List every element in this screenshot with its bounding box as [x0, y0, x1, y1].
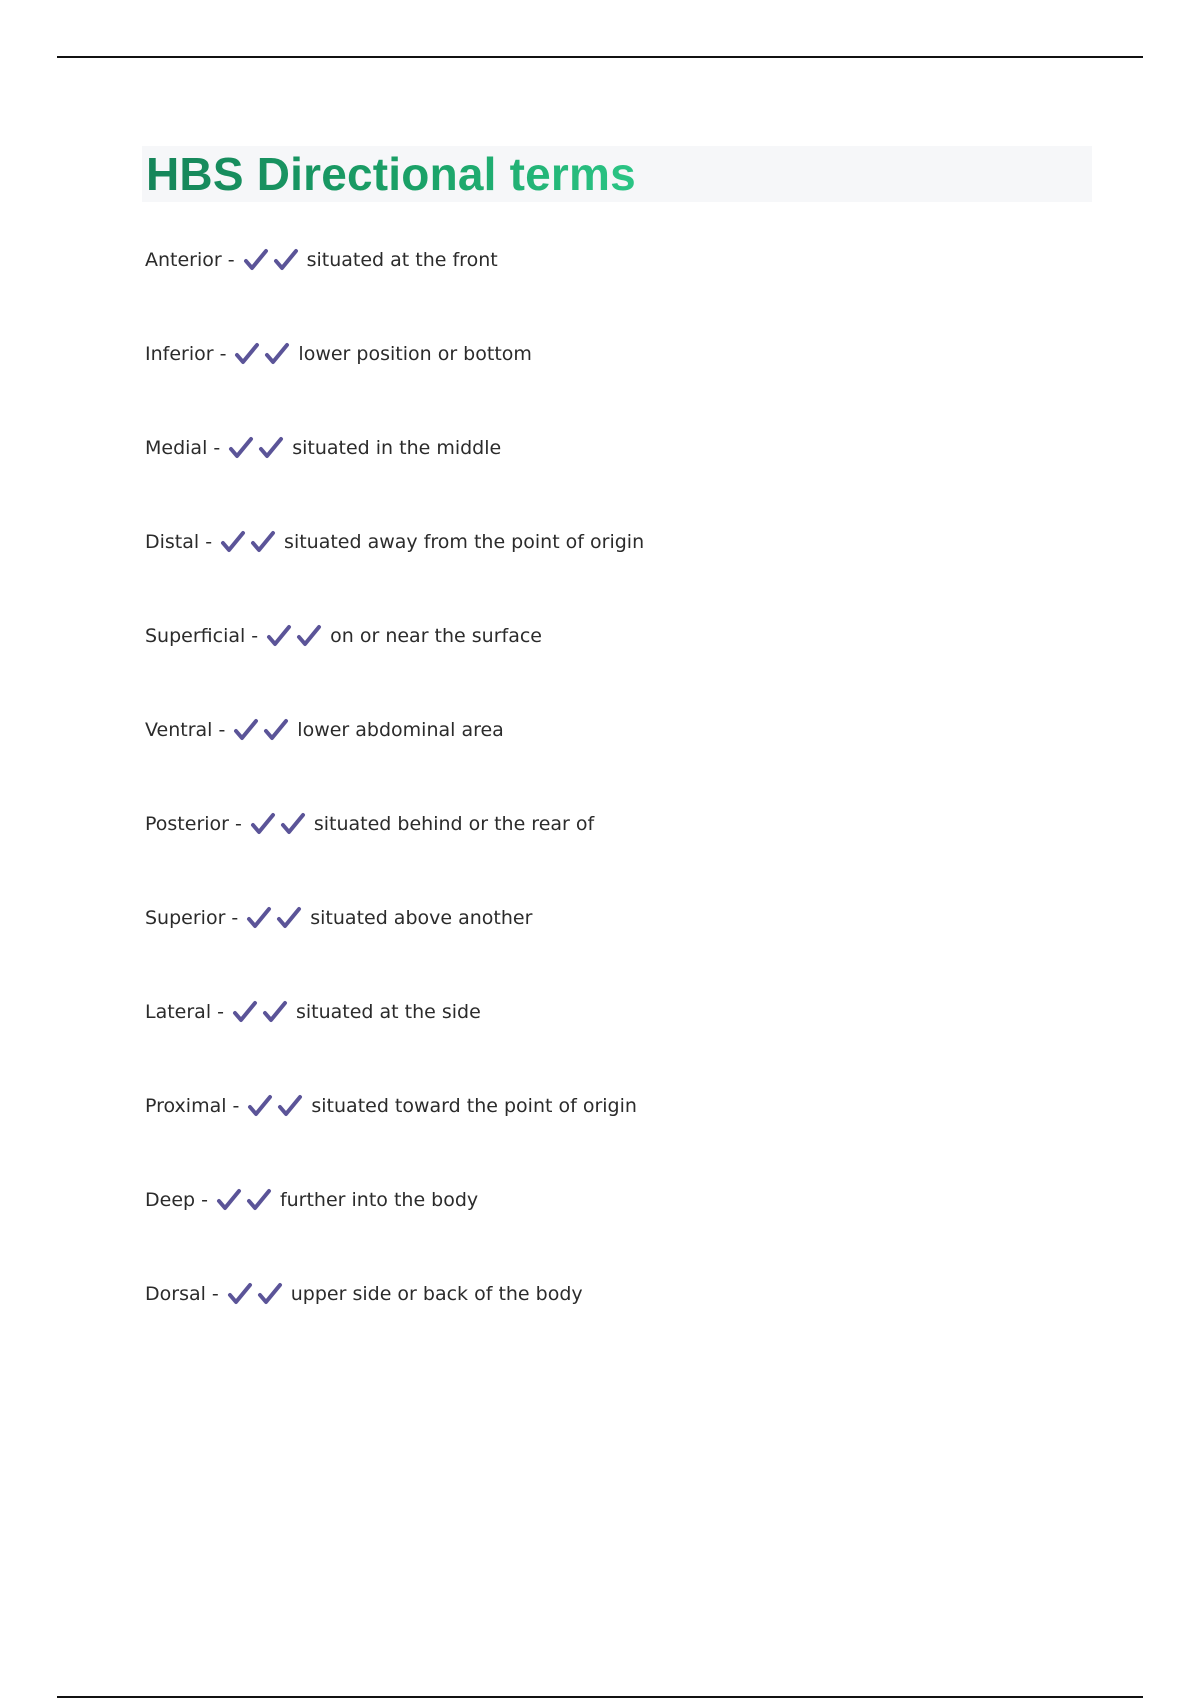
check-pair — [233, 713, 293, 747]
checkmark-icon — [232, 999, 258, 1025]
term-name: Medial — [145, 437, 208, 459]
checkmark-icon — [250, 811, 276, 837]
checkmark-icon — [277, 1093, 303, 1119]
checkmark-icon — [233, 717, 259, 743]
term-name: Inferior — [145, 343, 214, 365]
checkmark-icon — [263, 717, 289, 743]
term-separator: - — [213, 437, 221, 459]
term-row — [145, 243, 1045, 337]
checkmark-icon — [234, 341, 260, 367]
term-separator: - — [211, 1283, 219, 1305]
term-definition: situated at the front — [306, 249, 498, 271]
checkmark-icon — [216, 1187, 242, 1213]
checkmark-icon — [227, 1281, 253, 1307]
term-name: Lateral — [145, 1001, 212, 1023]
check-pair — [247, 1089, 307, 1123]
term-row — [145, 619, 1045, 713]
term-definition: situated behind or the rear of — [313, 813, 595, 835]
term-separator: - — [218, 719, 226, 741]
checkmark-icon — [246, 905, 272, 931]
term-separator: - — [232, 1095, 240, 1117]
term-definition: situated at the side — [295, 1001, 481, 1023]
checkmark-icon — [266, 623, 292, 649]
checkmark-icon — [228, 435, 254, 461]
term-name: Deep — [145, 1189, 196, 1211]
checkmark-icon — [243, 247, 269, 273]
checkmark-icon — [257, 1281, 283, 1307]
term-separator: - — [201, 1189, 208, 1211]
term-separator: - — [231, 907, 239, 929]
term-separator: - — [219, 343, 227, 365]
term-definition: situated in the middle — [292, 437, 502, 459]
checkmark-icon — [246, 1187, 272, 1213]
check-pair — [246, 901, 306, 935]
check-pair — [228, 431, 288, 465]
term-row — [145, 901, 1045, 995]
term-row — [145, 995, 1045, 1089]
term-separator: - — [227, 249, 235, 271]
term-name: Posterior — [145, 813, 229, 835]
term-definition: situated above another — [310, 907, 533, 929]
checkmark-icon — [276, 905, 302, 931]
term-separator: - — [205, 531, 213, 553]
checkmark-icon — [280, 811, 306, 837]
term-row — [145, 807, 1045, 901]
checkmark-icon — [264, 341, 290, 367]
check-pair — [220, 525, 280, 559]
term-separator: - — [217, 1001, 224, 1023]
check-pair — [234, 337, 294, 371]
term-name: Proximal — [145, 1095, 227, 1117]
check-pair — [243, 243, 303, 277]
term-name: Ventral — [145, 719, 213, 741]
checkmark-icon — [296, 623, 322, 649]
footer-rule — [57, 1696, 1143, 1698]
term-separator: - — [251, 625, 259, 647]
term-name: Dorsal — [145, 1283, 206, 1305]
checkmark-icon — [258, 435, 284, 461]
term-row — [145, 1089, 1045, 1183]
header-rule — [57, 56, 1143, 58]
check-pair — [232, 995, 292, 1029]
checkmark-icon — [250, 529, 276, 555]
term-definition: lower abdominal area — [297, 719, 504, 741]
term-definition: situated away from the point of origin — [284, 531, 645, 553]
checkmark-icon — [262, 999, 288, 1025]
term-row — [145, 337, 1045, 431]
term-definition: on or near the surface — [330, 625, 542, 647]
check-pair — [250, 807, 310, 841]
check-pair — [227, 1277, 287, 1311]
term-separator: - — [234, 813, 242, 835]
checkmark-icon — [273, 247, 299, 273]
term-definition: situated toward the point of origin — [311, 1095, 637, 1117]
term-name: Superior — [145, 907, 226, 929]
term-row — [145, 1277, 1045, 1371]
check-pair — [266, 619, 326, 653]
term-row — [145, 525, 1045, 619]
term-row — [145, 713, 1045, 807]
checkmark-icon — [247, 1093, 273, 1119]
check-pair — [216, 1183, 276, 1217]
page-title: HBS Directional terms — [146, 148, 636, 200]
term-name: Distal — [145, 531, 200, 553]
term-row — [145, 1183, 1045, 1277]
term-definition: further into the body — [279, 1189, 479, 1211]
term-row — [145, 431, 1045, 525]
term-definition: upper side or back of the body — [290, 1283, 583, 1305]
checkmark-icon — [220, 529, 246, 555]
term-definition: lower position or bottom — [298, 343, 532, 365]
term-name: Anterior — [145, 249, 222, 271]
term-name: Superficial — [145, 625, 246, 647]
terms-list — [145, 243, 1045, 1371]
